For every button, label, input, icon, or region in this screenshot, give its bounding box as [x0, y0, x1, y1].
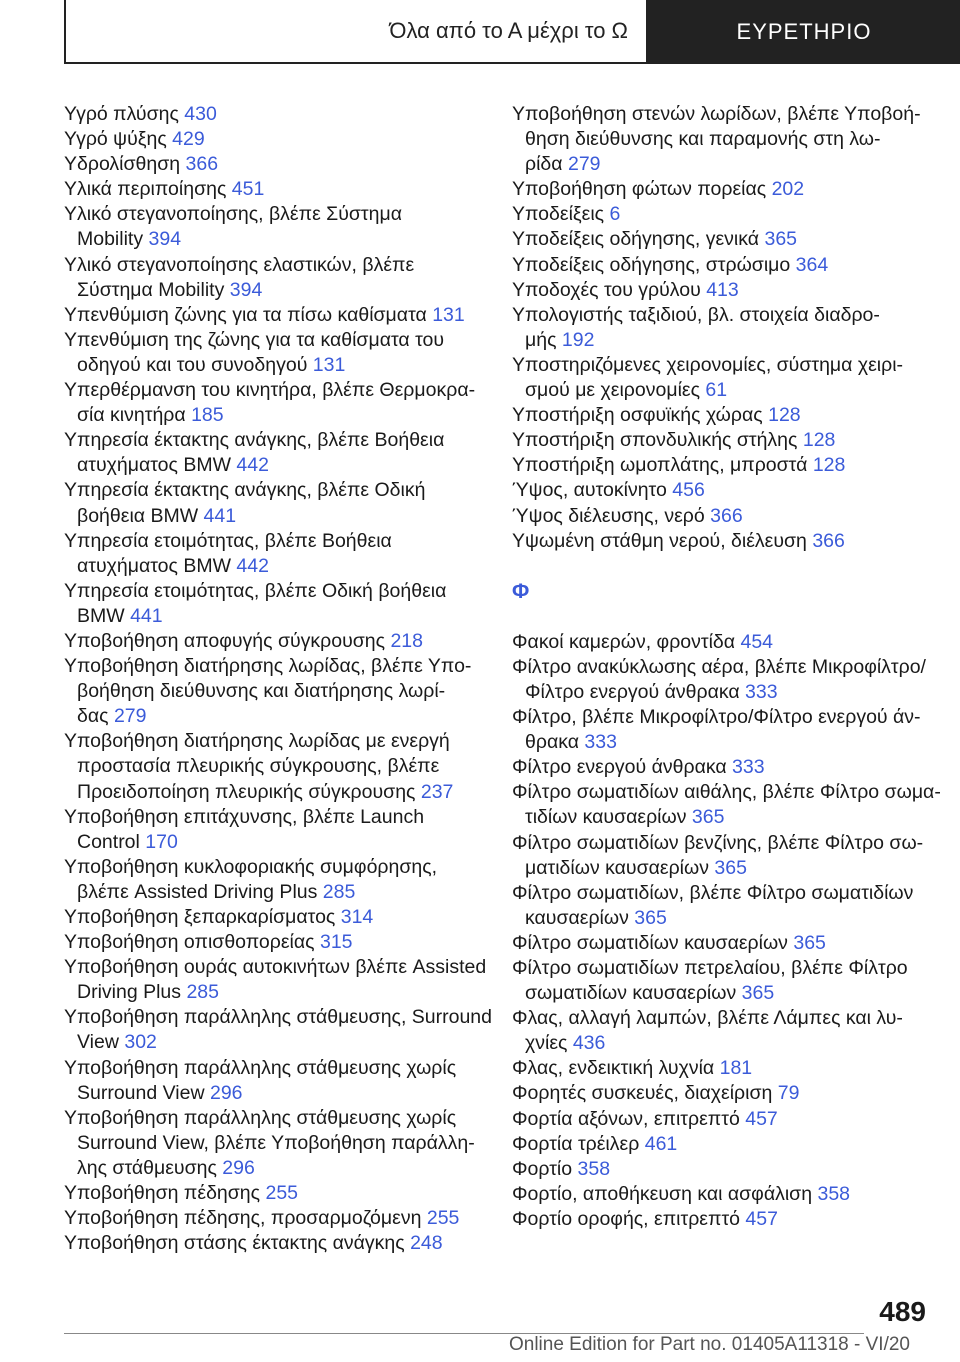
- index-entry: [512, 1207, 932, 1232]
- section-title: Όλα από το Α μέχρι το Ω: [64, 0, 648, 64]
- page-link[interactable]: 237: [420, 780, 454, 803]
- index-entry: [512, 453, 932, 478]
- page-link[interactable]: 170: [145, 830, 178, 853]
- index-entry: [512, 1006, 932, 1056]
- page-number: 489: [879, 1296, 926, 1327]
- page-link[interactable]: 248: [410, 1232, 443, 1255]
- index-entry: [512, 780, 941, 830]
- entry-text: Φίλτρο ενεργού άνθρακα: [525, 680, 746, 703]
- index-column-right: [512, 102, 941, 1232]
- entry-text: Control: [77, 830, 146, 853]
- entry-text: Υποβοήθηση κυκλοφοριακής συμφόρησης,: [64, 855, 438, 878]
- page-link[interactable]: 441: [130, 604, 163, 627]
- index-entry: [64, 127, 484, 152]
- page-link[interactable]: 451: [231, 178, 265, 201]
- index-entry: [512, 956, 932, 1006]
- letter-heading: Φ: [512, 579, 530, 603]
- index-entry: [512, 529, 932, 554]
- entry-text: Υποβοήθηση διατήρησης λωρίδας, βλέπε Υπο-: [64, 655, 472, 678]
- page-link[interactable]: 131: [312, 353, 346, 376]
- entry-text: Φίλτρο, βλέπε Μικροφίλτρο/Φίλτρο ενεργού άν-: [512, 706, 921, 729]
- page-link[interactable]: 255: [426, 1207, 460, 1230]
- page-link[interactable]: 296: [209, 1081, 243, 1104]
- index-column-left: [64, 102, 493, 1256]
- index-entry: [512, 428, 932, 453]
- page-link[interactable]: 442: [236, 554, 269, 577]
- entry-text: Φίλτρο σωματιδίων πετρελαίου, βλέπε Φίλτρο: [512, 957, 908, 979]
- entry-text: Φίλτρο σωματιδίων βενζίνης, βλέπε Φίλτρο σω-: [512, 831, 924, 854]
- index-entry: [64, 1181, 484, 1206]
- index-entry: [512, 253, 932, 278]
- entry-text: BMW: [77, 604, 131, 627]
- index-entry: [64, 629, 484, 654]
- entry-text: χνίες: [525, 1032, 573, 1055]
- entry-text: Φορτία αξόνων, επιτρεπτό: [512, 1107, 746, 1130]
- entry-text: ατυχήματος BMW: [77, 454, 237, 477]
- page-link[interactable]: 333: [732, 756, 765, 779]
- entry-text: Φλας, αλλαγή λαμπών, βλέπε Λάμπες και λυ-: [512, 1007, 903, 1030]
- page-link[interactable]: 79: [777, 1082, 800, 1105]
- entry-text: Φίλτρο σωματιδίων, βλέπε Φίλτρο σωματιδίων: [512, 881, 914, 904]
- page-link[interactable]: 202: [771, 178, 805, 201]
- page-link[interactable]: 365: [691, 806, 725, 829]
- entry-text: Υποβοήθηση διατήρησης λωρίδας με ενεργή: [64, 730, 450, 753]
- entry-text: μής: [525, 328, 562, 351]
- entry-text: Mobility: [77, 228, 149, 251]
- entry-text: Υποβοήθηση ουράς αυτοκινήτων βλέπε Assisted: [64, 956, 487, 979]
- page-link[interactable]: 430: [184, 103, 217, 125]
- entry-text: Υποδείξεις: [512, 203, 610, 226]
- index-entry: [512, 1132, 932, 1157]
- entry-text: Υπολογιστής ταξιδιού, βλ. στοιχεία διαδρο-: [512, 303, 880, 326]
- entry-text: Surround View, βλέπε Υποβοήθηση παράλλη-: [77, 1131, 475, 1154]
- index-entry: [64, 805, 484, 855]
- index-entry: [512, 831, 932, 881]
- index-entry: [64, 177, 484, 202]
- entry-text: Surround View: [77, 1081, 210, 1104]
- index-entry: [512, 931, 932, 956]
- index-entry: [64, 1231, 484, 1256]
- entry-text: ματιδίων καυσαερίων: [525, 856, 715, 879]
- index-entry: [512, 1081, 932, 1106]
- entry-text: σμού με χειρονομίες: [525, 379, 706, 402]
- entry-text: Υποστήριξη οσφυϊκής χώρας: [512, 404, 769, 427]
- entry-text: Υπενθύμιση της ζώνης για τα καθίσματα του: [64, 328, 445, 351]
- index-entry: [64, 328, 484, 378]
- entry-text: Υπηρεσία ετοιμότητας, βλέπε Οδική βοήθεια: [64, 579, 447, 602]
- entry-text: Υπηρεσία έκτακτης ανάγκης, βλέπε Βοήθεια: [64, 429, 445, 452]
- page-link[interactable]: 279: [567, 153, 601, 176]
- entry-text: Υποβοήθηση επιτάχυνσης, βλέπε Launch: [64, 805, 425, 828]
- entry-text: Φίλτρο σωματιδίων αιθάλης, βλέπε Φίλτρο σωμα-: [512, 781, 941, 804]
- index-entry: [64, 905, 484, 930]
- index-entry: [512, 881, 932, 931]
- entry-text: βλέπε Assisted Driving Plus: [77, 880, 323, 903]
- page-link[interactable]: 192: [561, 328, 595, 351]
- index-entry: [512, 278, 932, 303]
- index-entry: [512, 630, 932, 655]
- entry-text: Υλικό στεγανοποίησης ελαστικών, βλέπε: [64, 253, 415, 276]
- index-tab[interactable]: ΕΥΡΕΤΗΡΙΟ: [648, 0, 960, 64]
- index-entry: [512, 504, 932, 529]
- entry-text: ρίδα: [525, 153, 568, 176]
- entry-text: Υποβοήθηση παράλληλης στάθμευσης χωρίς: [64, 1056, 457, 1079]
- entry-text: Προειδοποίηση πλευρικής σύγκρουσης: [77, 780, 421, 803]
- entry-text: Φορτίο οροφής, επιτρεπτό: [512, 1207, 746, 1230]
- entry-text: προστασία πλευρικής σύγκρουσης, βλέπε: [77, 755, 440, 778]
- index-entry: [64, 253, 484, 303]
- entry-text: Υποβοήθηση αποφυγής σύγκρουσης: [64, 629, 391, 652]
- page-link[interactable]: 366: [812, 529, 845, 552]
- index-entry: [512, 102, 932, 177]
- page-link[interactable]: 442: [236, 454, 269, 477]
- page-link[interactable]: 436: [572, 1032, 606, 1055]
- page-link[interactable]: 358: [577, 1157, 611, 1180]
- entry-text: Φακοί καμερών, φροντίδα: [512, 630, 741, 653]
- index-entry: [512, 1157, 932, 1182]
- page-link[interactable]: 364: [795, 253, 829, 276]
- entry-text: Driving Plus: [77, 981, 187, 1004]
- page-link[interactable]: 441: [203, 504, 237, 527]
- index-entry: [512, 303, 932, 353]
- page-link[interactable]: 365: [741, 982, 775, 1005]
- entry-text: Υποβοήθηση πέδησης: [64, 1182, 266, 1205]
- entry-text: Υποδείξεις οδήγησης, στρώσιμο: [512, 253, 796, 276]
- index-entry: [64, 1056, 484, 1106]
- page-link[interactable]: 296: [222, 1156, 255, 1179]
- page-link[interactable]: 429: [172, 128, 205, 151]
- index-entry: [64, 202, 484, 252]
- page-link[interactable]: 358: [817, 1182, 851, 1205]
- entry-text: Υψωμένη στάθμη νερού, διέλευση: [512, 529, 813, 552]
- entry-text: Υλικό στεγανοποίησης, βλέπε Σύστημα: [64, 203, 402, 226]
- index-entry: [64, 1106, 484, 1181]
- footer-edition: Online Edition for Part no. 01405A11318 - VI/20: [508, 1334, 910, 1355]
- index-entry: [512, 177, 932, 202]
- index-entry: [64, 855, 484, 905]
- entry-text: Υλικά περιποίησης: [64, 178, 232, 201]
- index-entry: [512, 1056, 932, 1081]
- index-entry: [64, 529, 484, 579]
- entry-text: Υποδείξεις οδήγησης, γενικά: [512, 228, 765, 251]
- entry-text: τιδίων καυσαερίων: [525, 806, 692, 829]
- entry-text: οδηγού και του συνοδηγού: [77, 353, 313, 376]
- page-link[interactable]: 128: [768, 404, 801, 427]
- page-link[interactable]: 302: [124, 1031, 157, 1054]
- entry-text: λης στάθμευσης: [77, 1156, 223, 1179]
- index-entry: [64, 1005, 493, 1055]
- index-entry: [64, 930, 484, 955]
- page-link[interactable]: 218: [390, 629, 423, 652]
- page-link[interactable]: 128: [802, 429, 836, 452]
- index-entry: [64, 955, 487, 1005]
- page-link[interactable]: 181: [719, 1057, 753, 1080]
- page-link[interactable]: 314: [340, 906, 374, 928]
- entry-text: θρακα: [525, 731, 585, 754]
- entry-text: βοήθηση διεύθυνσης και διατήρησης λωρί-: [77, 680, 446, 703]
- entry-text: Υγρό ψύξης: [64, 128, 173, 151]
- index-entry: [512, 1182, 932, 1207]
- page-link[interactable]: 366: [710, 504, 743, 527]
- entry-text: Υποβοήθηση οπισθοπορείας: [64, 931, 320, 954]
- page-link[interactable]: 365: [793, 931, 826, 954]
- page-link[interactable]: 461: [644, 1132, 678, 1155]
- index-entry: [64, 428, 484, 478]
- entry-text: Υποβοήθηση στάσης έκτακτης ανάγκης: [64, 1232, 411, 1255]
- page-link[interactable]: 285: [322, 880, 356, 903]
- page-link[interactable]: 365: [634, 906, 667, 929]
- entry-text: Υπηρεσία ετοιμότητας, βλέπε Βοήθεια: [64, 529, 392, 552]
- index-entry: [512, 755, 932, 780]
- entry-text: καυσαερίων: [525, 906, 635, 929]
- entry-text: Ύψος, αυτοκίνητο: [512, 479, 673, 502]
- index-entry: [64, 478, 484, 528]
- page-link[interactable]: 333: [745, 680, 778, 703]
- entry-text: Φορτίο: [512, 1157, 578, 1180]
- page-link[interactable]: 413: [706, 278, 739, 301]
- entry-text: Φίλτρο ανακύκλωσης αέρα, βλέπε Μικροφίλτρο/: [512, 655, 926, 678]
- entry-text: Υπηρεσία έκτακτης ανάγκης, βλέπε Οδική: [64, 479, 426, 502]
- index-entry: [512, 1107, 932, 1132]
- entry-text: View: [77, 1031, 125, 1054]
- page-link[interactable]: 394: [229, 278, 263, 301]
- entry-text: Σύστημα Mobility: [77, 278, 230, 301]
- entry-text: σωματιδίων καυσαερίων: [525, 982, 742, 1005]
- entry-text: σία κινητήρα: [77, 404, 192, 427]
- index-entry: [64, 654, 484, 729]
- index-entry: [512, 353, 932, 403]
- page-link[interactable]: 365: [714, 856, 747, 879]
- page-link[interactable]: 365: [764, 228, 798, 251]
- entry-text: Υγρό πλύσης: [64, 103, 185, 125]
- entry-text: Υποβοήθηση στενών λωρίδων, βλέπε Υποβοή-: [512, 103, 921, 125]
- entry-text: Υποβοήθηση φώτων πορείας: [512, 178, 772, 201]
- page-link[interactable]: 128: [812, 454, 846, 477]
- entry-text: Υπερθέρμανση του κινητήρα, βλέπε Θερμοκρα-: [64, 379, 476, 402]
- page-link[interactable]: 285: [186, 981, 219, 1004]
- page-link[interactable]: 366: [185, 153, 219, 176]
- entry-text: Υποδοχές του γρύλου: [512, 278, 707, 301]
- page-link[interactable]: 185: [191, 404, 224, 427]
- entry-text: Φλας, ενδεικτική λυχνία: [512, 1057, 720, 1080]
- page-link[interactable]: 394: [148, 228, 182, 251]
- entry-text: Φορτία τρέιλερ: [512, 1132, 645, 1155]
- index-entry: [64, 1206, 484, 1231]
- entry-text: Φορτίο, αποθήκευση και ασφάλιση: [512, 1182, 818, 1205]
- entry-text: Υποβοήθηση παράλληλης στάθμευσης χωρίς: [64, 1106, 457, 1129]
- index-entry: [64, 378, 484, 428]
- index-entry: [64, 303, 484, 328]
- index-entry: [512, 478, 932, 503]
- page-link[interactable]: 457: [745, 1107, 778, 1130]
- index-entry: [512, 403, 932, 428]
- entry-text: Υποβοήθηση πέδησης, προσαρμοζόμενη: [64, 1207, 427, 1230]
- entry-text: Φίλτρο σωματιδίων καυσαερίων: [512, 931, 794, 954]
- index-entry: [64, 152, 484, 177]
- entry-text: Ύψος διέλευσης, νερό: [512, 504, 711, 527]
- entry-text: Υποστήριξη ωμοπλάτης, μπροστά: [512, 454, 813, 477]
- page-link[interactable]: 456: [672, 479, 705, 502]
- page-link[interactable]: 131: [432, 303, 465, 326]
- index-entry: [64, 579, 484, 629]
- page-link[interactable]: 454: [740, 630, 774, 653]
- page-link[interactable]: 6: [609, 203, 621, 226]
- index-entry: [64, 729, 484, 804]
- entry-text: δας: [77, 705, 114, 728]
- page-header: [64, 0, 960, 64]
- entry-text: ατυχήματος BMW: [77, 554, 237, 577]
- page-link[interactable]: 255: [265, 1182, 299, 1205]
- entry-text: Υποστήριξη σπονδυλικής στήλης: [512, 429, 803, 452]
- entry-text: βοήθεια BMW: [77, 504, 204, 527]
- entry-text: Υπενθύμιση ζώνης για τα πίσω καθίσματα: [64, 303, 433, 326]
- entry-text: Φορητές συσκευές, διαχείριση: [512, 1082, 778, 1105]
- index-entry: [512, 655, 932, 705]
- entry-text: Φίλτρο ενεργού άνθρακα: [512, 756, 733, 779]
- entry-text: Υποβοήθηση παράλληλης στάθμευσης, Surround: [64, 1006, 493, 1029]
- index-entry: [64, 102, 484, 127]
- entry-text: Υποστηριζόμενες χειρονομίες, σύστημα χειρι-: [512, 353, 904, 376]
- page-link[interactable]: 61: [705, 379, 728, 402]
- entry-text: Υδρολίσθηση: [64, 153, 186, 176]
- index-entry: [512, 705, 932, 755]
- index-entry: [512, 227, 932, 252]
- entry-text: Υποβοήθηση ξεπαρκαρίσματος: [64, 906, 341, 928]
- page-link[interactable]: 457: [745, 1207, 778, 1230]
- page-link[interactable]: 315: [319, 931, 353, 954]
- entry-text: θηση διεύθυνσης και παραμονής στη λω-: [525, 128, 881, 151]
- page-link[interactable]: 279: [113, 705, 147, 728]
- page-link[interactable]: 333: [584, 731, 617, 754]
- index-entry: [512, 202, 932, 227]
